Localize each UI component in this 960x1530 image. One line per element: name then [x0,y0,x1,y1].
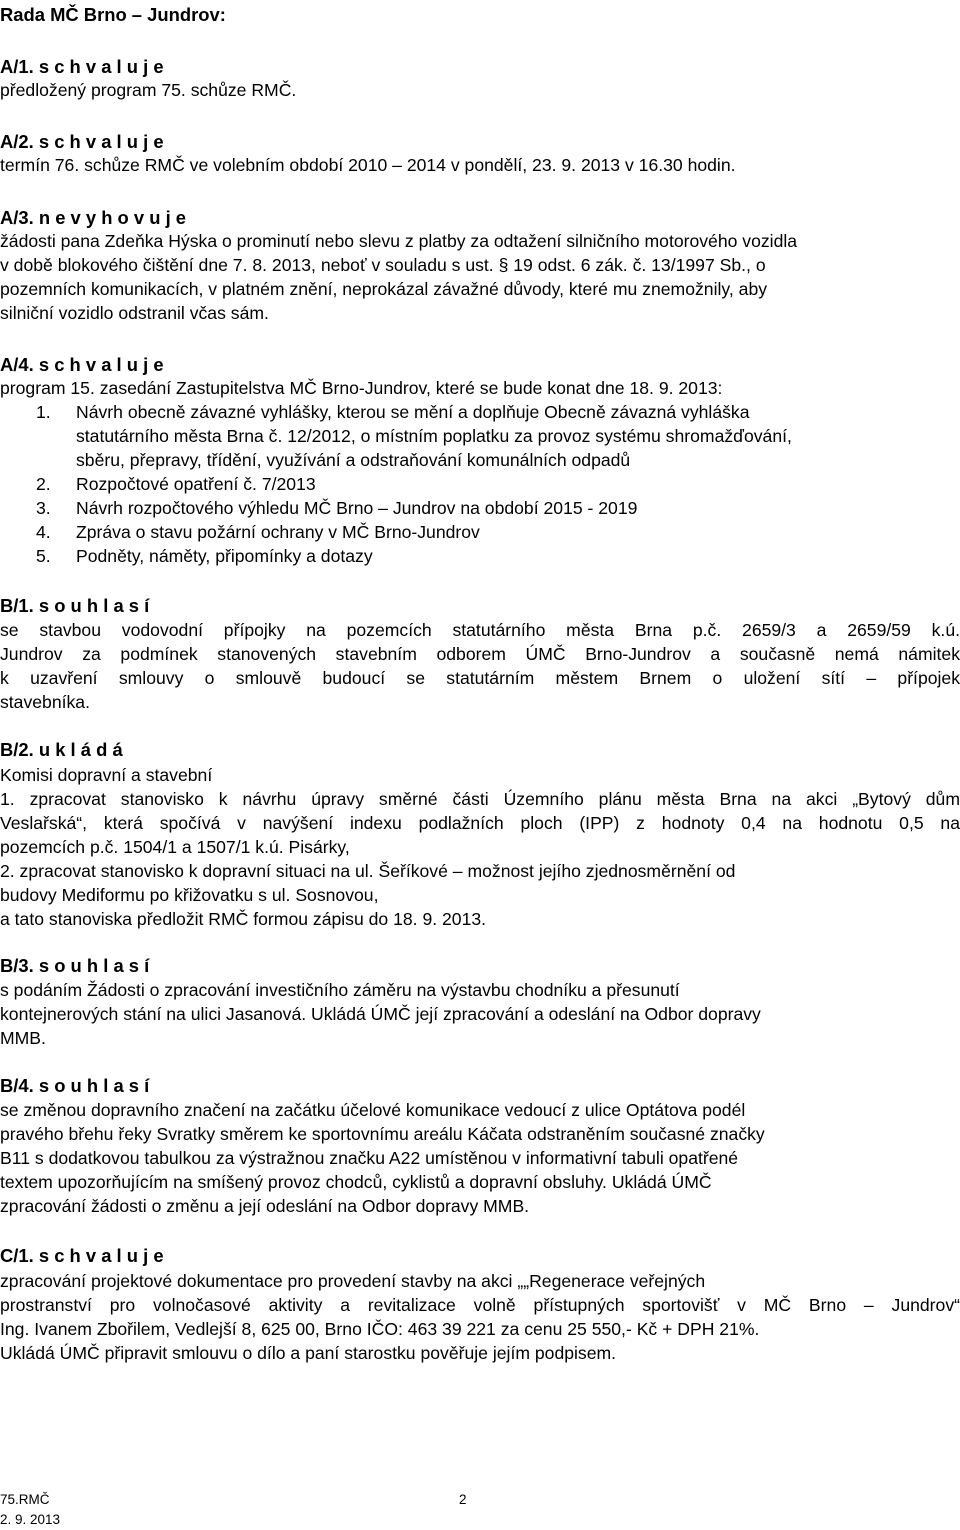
resolution-text-line: Komisi dopravní a stavební [0,765,213,785]
resolution-heading-a3 [0,207,186,229]
program-item-number: 1. [36,402,51,422]
program-item-text: Návrh rozpočtového výhledu MČ Brno – Jundrov na období 2015 - 2019 [76,498,638,518]
resolution-heading-a1 [0,56,164,78]
program-item-number: 5. [36,546,51,566]
resolution-text-line: a tato stanoviska předložit RMČ formou zápisu do 18. 9. 2013. [0,909,487,929]
resolution-code: B/1. [0,595,34,616]
resolution-verb: s o u h l a s í [38,955,150,976]
resolution-text-line: pravého břehu řeky Svratky směrem ke sportovnímu areálu Káčata odstraněním současné značky [0,1124,765,1144]
resolution-text-line: zpracování žádosti o změnu a její odeslání na Odbor dopravy MMB. [0,1196,530,1216]
resolution-code: A/4. [0,354,34,375]
resolution-text-line: s podáním Žádosti o zpracování investičního záměru na výstavbu chodníku a přesunutí [0,980,680,1000]
resolution-verb: s o u h l a s í [38,595,150,616]
resolution-text-line: v době blokového čištění dne 7. 8. 2013, neboť v souladu s ust. § 19 odst. 6 zák. č. 13/1997 Sb., o [0,255,766,275]
resolution-text-line: Jundrov za podmínek stanovených stavebním odborem ÚMČ Brno-Jundrov a současně nemá námitek [0,644,960,664]
resolution-text-line: se stavbou vodovodní přípojky na pozemcích statutárního města Brna p.č. 2659/3 a 2659/59 k.ú. [0,620,960,640]
resolution-heading-c1 [0,1245,164,1267]
footer-document-id: 75.RMČ [0,1492,50,1507]
resolution-verb: s o u h l a s í [38,1075,150,1096]
program-item-number: 2. [36,474,51,494]
resolution-text-line: zpracování projektové dokumentace pro provedení stavby na akci „„Regenerace veřejných [0,1271,706,1291]
resolution-verb: n e v y h o v u j e [38,207,187,228]
resolution-text-line: pozemních komunikacích, v platném znění, neprokázal závažné důvody, které mu znemožnily, aby [0,279,768,299]
resolution-verb: s c h v a l u j e [38,1245,164,1266]
document-title: Rada MČ Brno – Jundrov: [0,4,226,25]
resolution-heading-b1 [0,595,149,617]
resolution-verb: s c h v a l u j e [38,131,164,152]
resolution-heading-b2 [0,739,123,761]
resolution-code: A/3. [0,207,34,228]
resolution-text-line: pozemcích p.č. 1504/1 a 1507/1 k.ú. Pisárky, [0,837,350,857]
resolution-heading-a2 [0,131,164,153]
program-item-text: Podněty, náměty, připomínky a dotazy [76,546,373,566]
resolution-code: A/2. [0,131,34,152]
resolution-text-line: prostranství pro volnočasové aktivity a revitalizace volně přístupných sportovišť v MČ Brno – Jundrov“ [0,1295,960,1315]
resolution-text-line: budovy Mediformu po křižovatku s ul. Sosnovou, [0,885,379,905]
resolution-code: B/3. [0,955,34,976]
resolution-verb: u k l á d á [38,739,123,760]
resolution-text-line: 2. zpracovat stanovisko k dopravní situaci na ul. Šeříkové – možnost jejího zjednosměrnění od [0,861,736,881]
program-item-text: Rozpočtové opatření č. 7/2013 [76,474,316,494]
resolution-code: C/1. [0,1245,34,1266]
resolution-text-line: Ukládá ÚMČ připravit smlouvu o dílo a paní starostku pověřuje jejím podpisem. [0,1343,617,1363]
resolution-code: B/4. [0,1075,34,1096]
resolution-text-line: 1. zpracovat stanovisko k návrhu úpravy směrné části Územního plánu města Brna na akci „Bytový dům [0,789,960,809]
resolution-text-line: kontejnerových stání na ulici Jasanová. Ukládá ÚMČ její zpracování a odeslání na Odbor dopravy [0,1004,761,1024]
program-item-number: 4. [36,522,51,542]
footer-page-number: 2 [459,1492,467,1507]
resolution-text-line: žádosti pana Zdeňka Hýska o prominutí nebo slevu z platby za odtažení silničního motorového vozidla [0,231,798,251]
program-item-text: sběru, přepravy, třídění, využívání a odstraňování komunálních odpadů [76,450,631,470]
resolution-text-line: B11 s dodatkovou tabulkou za výstražnou značku A22 umístěnou v informativní tabuli opatřené [0,1148,739,1168]
footer-date: 2. 9. 2013 [0,1512,61,1527]
resolution-text-line: Ing. Ivanem Zbořilem, Vedlejší 8, 625 00, Brno IČO: 463 39 221 za cenu 25 550,- Kč + DPH 21%. [0,1319,760,1339]
resolution-heading-a4 [0,354,164,376]
resolution-verb: s c h v a l u j e [38,56,164,77]
resolution-text-a1: předložený program 75. schůze RMČ. [0,80,297,100]
resolution-text-a2: termín 76. schůze RMČ ve volebním období 2010 – 2014 v pondělí, 23. 9. 2013 v 16.30 hodin. [0,155,736,175]
program-intro: program 15. zasedání Zastupitelstva MČ Brno-Jundrov, které se bude konat dne 18. 9. 2013: [0,378,723,398]
resolution-text-line: stavebníka. [0,692,90,712]
resolution-code: A/1. [0,56,34,77]
program-item-text: Návrh obecně závazné vyhlášky, kterou se mění a doplňuje Obecně závazná vyhláška [76,402,750,422]
resolution-text-line: textem upozorňujícím na smíšený provoz chodců, cyklistů a dopravní obsluhy. Ukládá ÚMČ [0,1172,712,1192]
program-item-text: Zpráva o stavu požární ochrany v MČ Brno-Jundrov [76,522,480,542]
resolution-text-line: k uzavření smlouvy o smlouvě budoucí se statutárním městem Brnem o uložení sítí – přípojek [0,668,960,688]
resolution-text-line: MMB. [0,1028,46,1048]
program-item-number: 3. [36,498,51,518]
resolution-code: B/2. [0,739,34,760]
resolution-heading-b4 [0,1075,149,1097]
program-item-text: statutárního města Brna č. 12/2012, o místním poplatku za provoz systému shromažďování, [76,426,792,446]
resolution-text-line: Veslařská“, která spočívá v navýšení indexu podlažních ploch (IPP) z hodnoty 0,4 na hodnotu 0,5 na [0,813,960,833]
resolution-heading-b3 [0,955,149,977]
resolution-text-line: se změnou dopravního značení na začátku účelové komunikace vedoucí z ulice Optátova podél [0,1100,746,1120]
resolution-text-line: silniční vozidlo odstranil včas sám. [0,303,269,323]
resolution-verb: s c h v a l u j e [38,354,164,375]
